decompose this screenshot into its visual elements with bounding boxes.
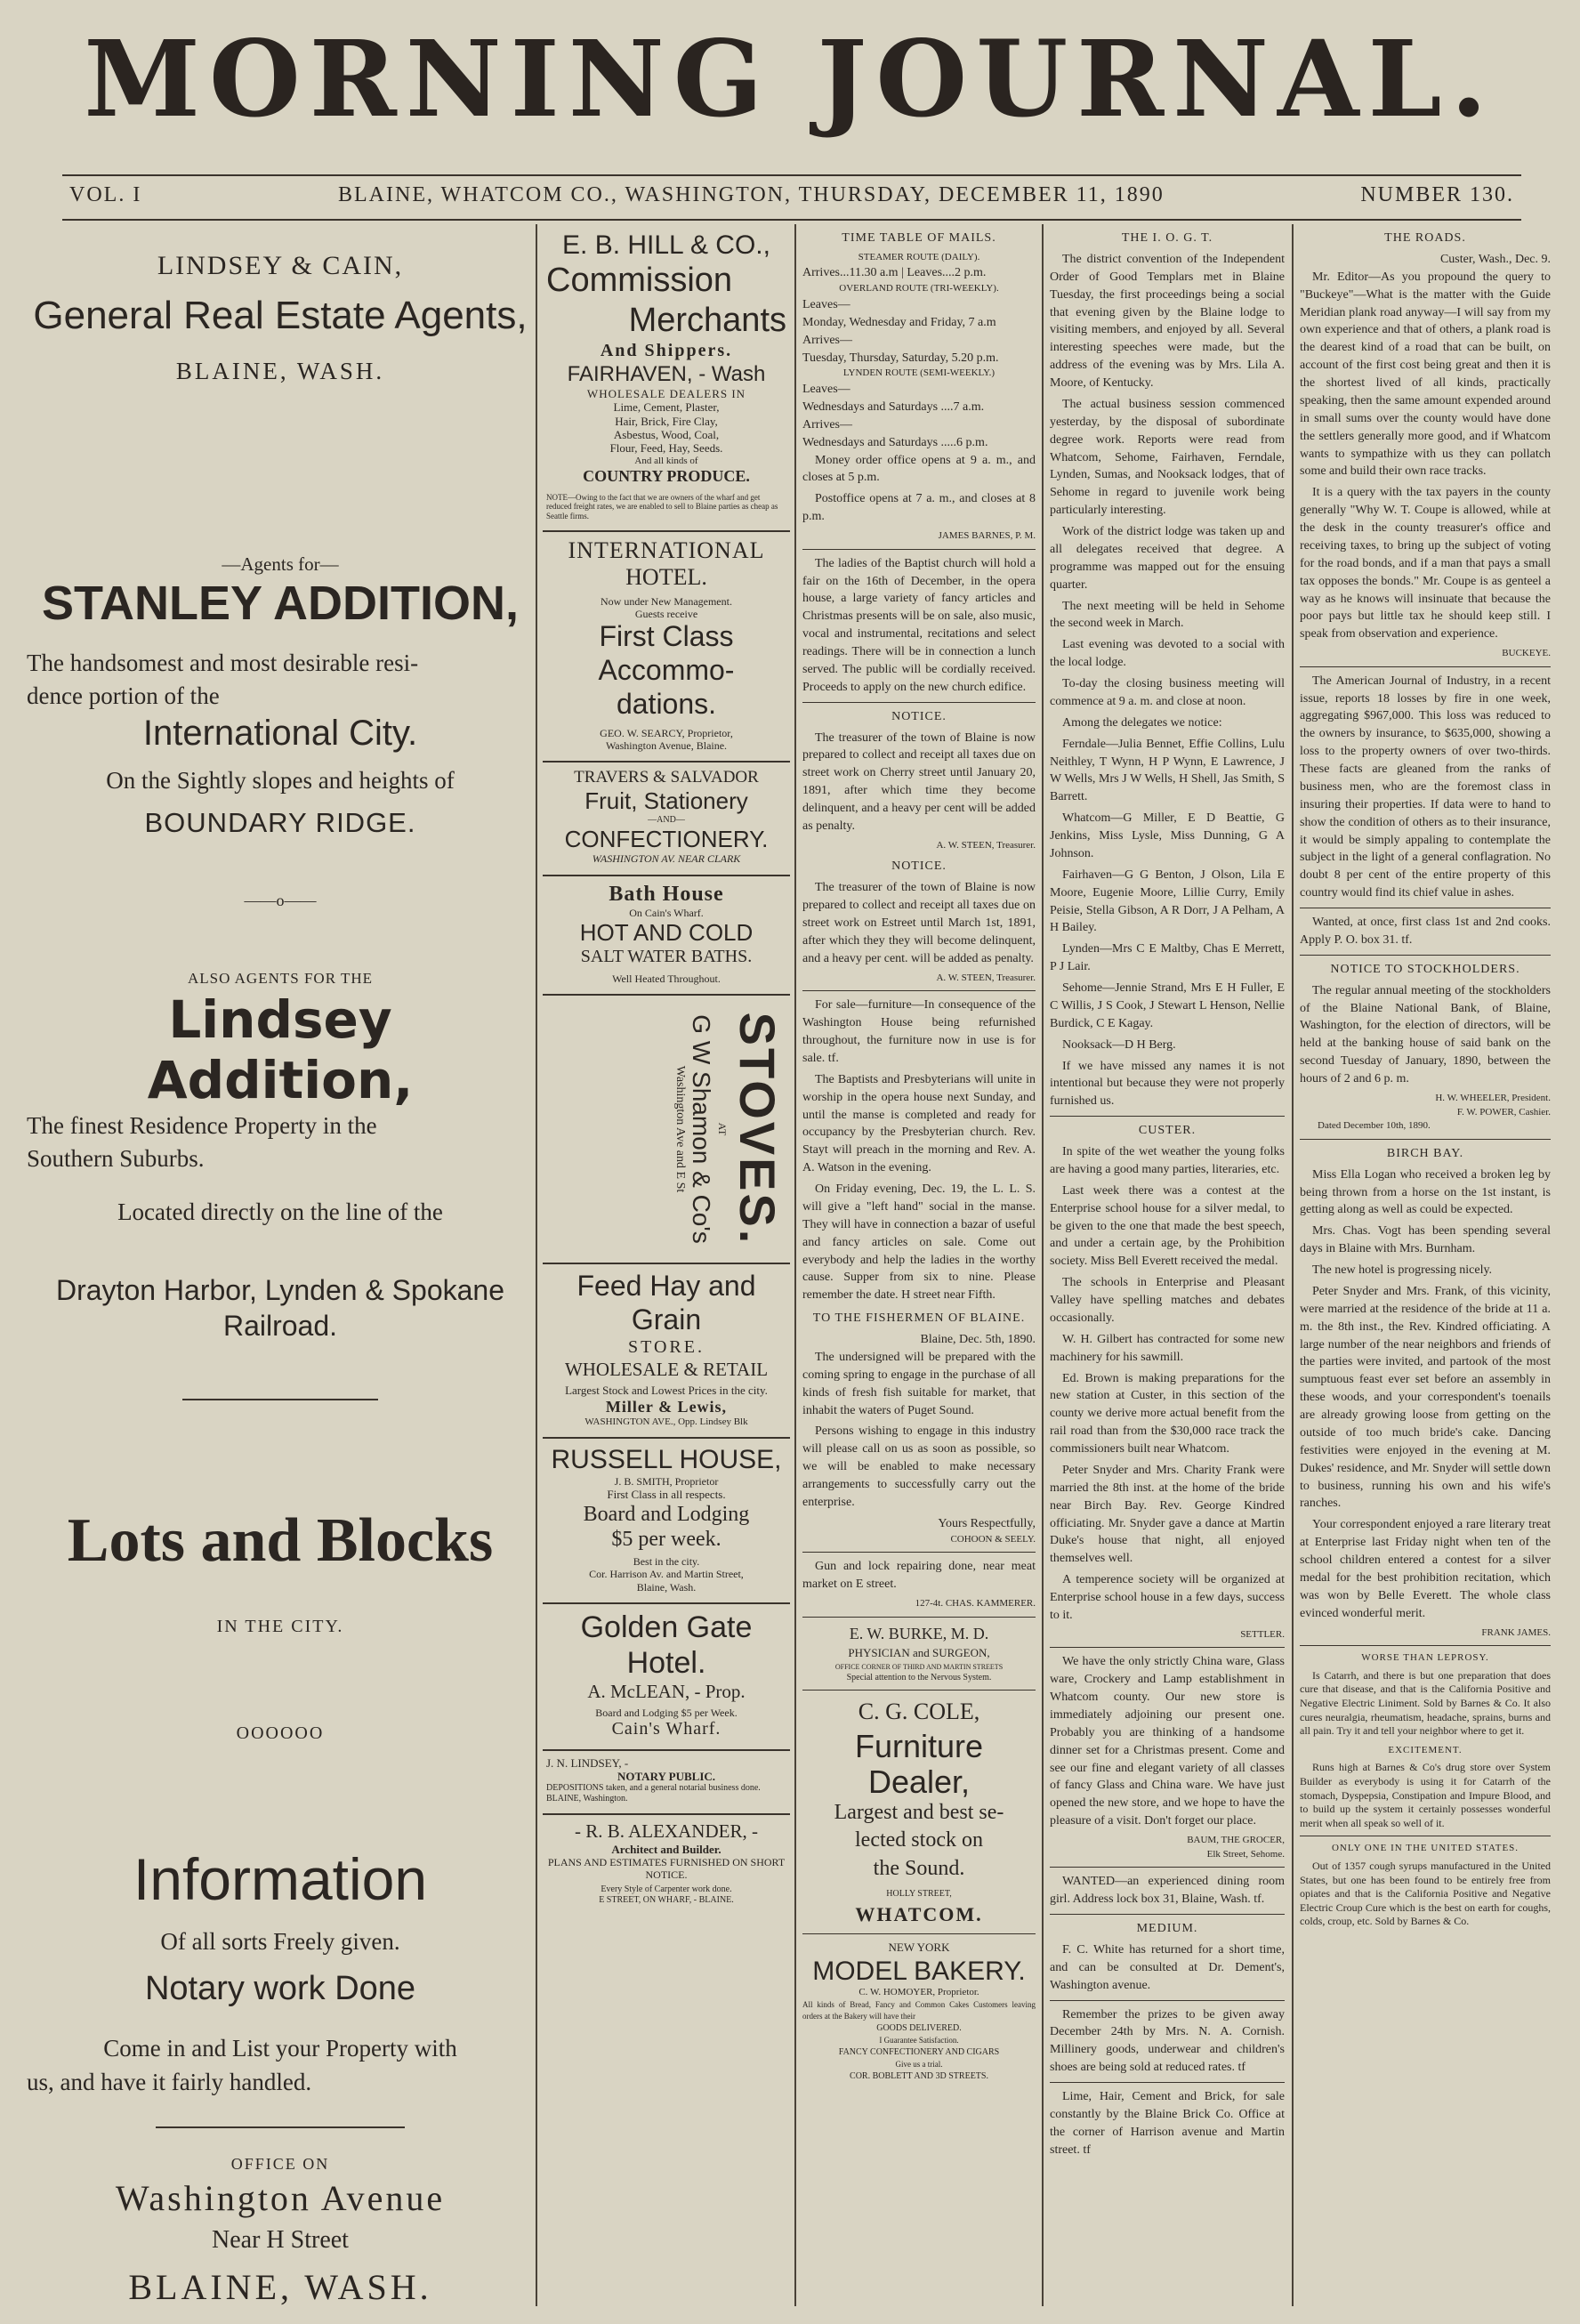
notice1-text: The treasurer of the town of Blaine is now prepared to collect and receipt all taxes due on street work on Cherry street until January 20, 1891, after which time they become delinquent, and a heavy per cent will be added as penalty.: [802, 730, 1036, 833]
intl-first-class: First Class Accommo-: [598, 620, 735, 687]
place-date: BLAINE, WHATCOM CO., WASHINGTON, THURSDAY, DECEMBER 11, 1890: [338, 183, 1165, 206]
baptist-fair: The ladies of the Baptist church will hold a fair on the 16th of December, in the opera house, a large variety of fancy articles and Christmas presents will be on sale, also music, vocal and instrumental, recitations and select readings. There will be in connection a lunch served. The public will be cordially received. Proceeds to apply on the new church edifice.: [802, 556, 1036, 694]
only-one-text: Out of 1357 cough syrups manufactured in the United States, but one has been found to be entirely free from opiates and that is the California Positive and Negative Electric Croup Cure which is the best on earth for coughs, colds, croup, etc. Sold by Barnes & Co.: [1300, 1859, 1551, 1928]
custer-para: Ed. Brown is making preparations for the new station at Custer, in this section of the county we derive more actual benefit from the rail road than from the $30,000 race track the commissioners built near Whatcom.: [1050, 1371, 1285, 1456]
bath-wharf: On Cain's Wharf.: [629, 906, 704, 919]
fishermen-text2: Persons wishing to engage in this industry will please call on us as soon as possible, so we will be enabled to make necessary arrangements to successfully carry out the enterprise.: [802, 1424, 1036, 1509]
alexander-address: E STREET, ON WHARF, - BLAINE.: [599, 1894, 734, 1905]
wanted-cooks: Wanted, at once, first class 1st and 2nd cooks. Apply P. O. box 31. tf.: [1300, 916, 1551, 947]
sightly-slopes: On the Sightly slopes and heights of: [106, 767, 455, 794]
prizes: Remember the prizes to be given away December 24th by Mrs. N. A. Cornish. Millinery goods, underwear and children's shoes are being sold at reduced rates. tf: [1050, 2007, 1285, 2075]
stoves-at: AT: [716, 1123, 729, 1136]
ad-russell-house: [543, 1439, 790, 1604]
burke-physician: PHYSICIAN and SURGEON,: [848, 1646, 990, 1660]
ad-lindsey-notary: [543, 1751, 790, 1815]
china-address: Elk Street, Sehome.: [1206, 1848, 1285, 1860]
roads-date: Custer, Wash., Dec. 9.: [1439, 252, 1551, 266]
cole-stock: lected stock on: [855, 1828, 983, 1852]
fishermen-signature: COHOON & SEELY.: [950, 1533, 1036, 1545]
timetable-arrives-days: Tuesday, Thursday, Saturday, 5.20 p.m.: [802, 351, 999, 365]
divider: [156, 2126, 405, 2128]
hill-goods: And all kinds of: [634, 455, 698, 466]
separator: ——o——: [244, 892, 317, 909]
baptists-presbyterians: The Baptists and Presbyterians will unite in worship in the opera house next Sunday, and until the manse is completed and ready for occupancy by the Presbyterian church. Rev. Stayt will preach in the morning and Rev. A. A. Watson in the evening.: [802, 1072, 1036, 1175]
leprosy-text: Is Catarrh, and there is but one preparation that does cure that disease, and that is the California Positive and Negative Electric Liniment. Sold by Barnes & Co. It also cures neuralgia, rheumatism, headache, sprains, burns and all pain. Try it and tell your neighbor where to get it.: [1300, 1668, 1551, 1738]
information-heading: Information: [133, 1846, 428, 1912]
russell-house: RUSSELL HOUSE,: [551, 1444, 782, 1474]
travers-address: WASHINGTON AV. NEAR CLARK: [592, 852, 741, 866]
medium-heading: MEDIUM.: [1136, 1922, 1198, 1936]
custer-para: W. H. Gilbert has contracted for some new machinery for his sawmill.: [1050, 1332, 1285, 1364]
bakery-proprietor: C. W. HOMOYER, Proprietor.: [859, 1986, 979, 1997]
fishermen-heading: TO THE FISHERMEN OF BLAINE.: [812, 1311, 1026, 1326]
timetable-signature: JAMES BARNES, P. M.: [938, 530, 1036, 542]
lots-and-blocks: Lots and Blocks: [67, 1506, 494, 1575]
cole-dealer: Furniture Dealer,: [854, 1728, 984, 1800]
miller-lewis: Miller & Lewis,: [605, 1397, 728, 1416]
masthead-title: MORNING JOURNAL.: [84, 17, 1496, 141]
fishermen-yours: Yours Respectfully,: [938, 1516, 1036, 1530]
hill-wholesale: WHOLESALE DEALERS IN: [586, 386, 746, 400]
custer-para: Peter Snyder and Mrs. Charity Frank were married the 8th inst. at the home of the bride near Birch Bay. Rev. George Kindred officiating. Mr. Snyder gave a dance at Martin Duke's house that night, all enjoyed themselves well.: [1050, 1463, 1285, 1566]
medium-text: F. C. White has returned for a short time, and can be consulted at Dr. Dement's, Washington avenue.: [1050, 1942, 1285, 1992]
office-on: OFFICE ON: [230, 2155, 330, 2173]
burke-name: E. W. BURKE, M. D.: [849, 1624, 989, 1642]
hill-merchants: Merchants: [628, 302, 786, 340]
hill-note: NOTE—Owing to the fact that we are owners of the wharf and get reduced freight rates, we are enabled to sell to Blaine parties as cheap as Seattle firms.: [546, 492, 778, 521]
stoves-firm: G W Shamon & Co's: [688, 1014, 715, 1245]
birch-para: Mrs. Chas. Vogt has been spending several days in Blaine with Mrs. Burnham.: [1300, 1224, 1551, 1256]
cole-holly: HOLLY STREET,: [886, 1888, 952, 1899]
custer-para: The schools in Enterprise and Pleasant Valley have spelling matches and debates occasionally.: [1050, 1276, 1285, 1325]
hill-goods: Flour, Feed, Hay, Seeds.: [609, 441, 723, 456]
blaine-wash: BLAINE, WASH.: [128, 2267, 432, 2306]
notary-public: NOTARY PUBLIC.: [617, 1769, 716, 1783]
lindsey-cain-advertisement: [27, 224, 534, 2306]
lindsey-name: J. N. LINDSEY, -: [546, 1755, 629, 1770]
firm-tagline: General Real Estate Agents,: [33, 294, 528, 337]
stockholders-heading: NOTICE TO STOCKHOLDERS.: [1330, 962, 1520, 976]
stanley-desc-line1: The handsomest and most desirable resi-: [27, 650, 419, 676]
russell-proprietor: J. B. SMITH, Proprietor: [614, 1475, 719, 1489]
volume-label: VOL. I: [69, 183, 142, 206]
notice2-signature: A. W. STEEN, Treasurer.: [936, 972, 1036, 983]
timetable-lynden: LYNDEN ROUTE (SEMI-WEEKLY.): [842, 367, 996, 379]
left-hand-social: On Friday evening, Dec. 19, the L. L. S. will give a "left hand" social in the manse. They will have in connection a bazar of useful and fancy articles on sale. Come out everybody and help the ladies in the worthy cause. Supper from six to nine. Please remember the date. H street near Fifth.: [802, 1182, 1036, 1303]
timetable-arrives2-days: Wednesdays and Saturdays .....6 p.m.: [802, 435, 988, 449]
intl-hotel-word: HOTEL.: [625, 564, 707, 591]
birch-para: Your correspondent enjoyed a rare literary treat at Enterprise last Friday night when ten of the school children entered a contest for a silver medal for the best prohibition recitation, which was won by Belle Everett. The whole class evinced wonderful merit.: [1300, 1518, 1551, 1620]
excitement-heading: EXCITEMENT.: [1388, 1744, 1463, 1755]
american-journal: The American Journal of Industry, in a recent issue, reports 18 losses by fire in one week, aggregating $967,000. This loss was reduced to the owners by insurance, to $635,000, showing a loss to the property owners of over two-thirds. These facts are gleaned from the ranks of business men, who are the foremost class in insuring their properties. If data were to hand to show the condition of others as to their insurance, it would be simply appaling to contemplate the subject in the light of a general conflagration. No doubt 8 per cent of the entire property of this country would find its chief value in ashes.: [1300, 674, 1551, 900]
intl-proprietor: GEO. W. SEARCY, Proprietor,: [600, 726, 733, 739]
stockholders-dated: Dated December 10th, 1890.: [1318, 1120, 1431, 1132]
iogt-para: Work of the district lodge was taken up and all delegates received that degree. A programme was mapped out for the ensuing quarter.: [1050, 525, 1285, 592]
iogt-para: Ferndale—Julia Bennet, Effie Collins, Lulu Neithley, T Wynn, H P Wynn, E Lawrence, J W Wells, Mrs J W Wells, H Shell, Jas Smith, S Barrett.: [1050, 737, 1285, 804]
near-h-street: Near H Street: [212, 2226, 349, 2254]
agents-for: —Agents for—: [222, 553, 339, 575]
fishermen-date: Blaine, Dec. 5th, 1890.: [920, 1333, 1036, 1347]
boundary-ridge: BOUNDARY RIDGE.: [144, 807, 416, 838]
iogt-para: The actual business session commenced yesterday, by the disposal of subordinate degree work. Reports were read from Whatcom, Sehome, Fairhaven, Ferndale, Lynden, Sumas, and Nooksack lodges, that of Sehome in regard to juvenile work being particularly interesting.: [1050, 397, 1285, 518]
birch-para: The new hotel is progressing nicely.: [1312, 1263, 1493, 1278]
iogt-heading: THE I. O. G. T.: [1121, 231, 1213, 245]
hill-commission: Commission: [546, 262, 733, 300]
intl-address: Washington Avenue, Blaine.: [605, 738, 728, 752]
fruit-stationery: Fruit, Stationery: [584, 787, 748, 815]
intl-guests: Guests receive: [634, 608, 698, 621]
custer-para: Last week there was a contest at the Enterprise school house for a silver medal, to be given to the one that made the best speech, and under a certain age, by the Prohibition society. Miss Bell Everett received the medal.: [1050, 1183, 1285, 1269]
travers-name: TRAVERS & SALVADOR: [574, 767, 759, 787]
birch-para: Peter Snyder and Mrs. Frank, of this vicinity, were married at the residence of the bride at 11 a. m. the 8th inst., the Rev. Kindred officiating. A large number of the near neighbors and friends of the parties were invited, and partook of the most sumptuous feast ever set before an assembly in these woods, and your correspondent's toenails are already growing loose from getting on the outside of too much bride's cake. Dancing festivities were enjoyed in the evening at M. Dukes' residence, and Mr. Snyder will settle down to business, running his own and his wife's ranches.: [1300, 1284, 1551, 1511]
firm-city: BLAINE, WASH.: [175, 358, 385, 384]
roads-para: It is a query with the tax payers in the county generally "Why W. T. Coupe is allowed, while at the desk in the county treasurer's office and receiving taxes, to bring up the subject of voting for the road bonds, and if a man that pays a small tax opposes the bonds." Mr. Coupe is as genteel a way as he knows will insinuate that because the poor pays but little tax he should keep still. I speak from observation and experience.: [1300, 486, 1551, 642]
column-rule: [1292, 224, 1294, 2306]
fishermen-text1: The undersigned will be prepared with the coming spring to engage in the purchase of all kinds of fresh fish suitable for market, that inhabit the waters of Puget Sound.: [802, 1350, 1036, 1417]
bath-heated: Well Heated Throughout.: [612, 972, 721, 986]
bakery-goods: GOODS DELIVERED.: [876, 2022, 962, 2033]
ad-international-hotel: [543, 532, 790, 763]
china-ware: We have the only strictly China ware, Glass ware, Crockery and Lamp establishment in Whatcom county. Our new store is immediately adjoining our present one. Probably you are thinking of a handsome dinner set for a Christmas present. Come and see our fine and elegant variety of all classes of fancy Glass and China ware. We have just opened the new store, and we hope to have the pleasure of a visit. Don't forget our place.: [1050, 1655, 1285, 1828]
notice2-heading: NOTICE.: [891, 859, 947, 874]
notice2-text: The treasurer of the town of Blaine is now prepared to collect and receipt all taxes due on street work on Estreet until March 1st, 1891, after which they they will become delinquent, and a heavy per cent. will be added as penalty.: [802, 881, 1036, 965]
timetable-steamer-times: Arrives...11.30 a.m | Leaves....2 p.m.: [802, 266, 987, 280]
iogt-para: Sehome—Jennie Strand, Mrs E H Fuller, E C Willis, J S Cook, J Stewart L Henson, Nellie Burdick, C E Kagay.: [1050, 981, 1285, 1030]
timetable-leaves2-days: Wednesdays and Saturdays ....7 a.m.: [802, 399, 985, 414]
ad-golden-gate-hotel: [543, 1604, 790, 1751]
iogt-para: The district convention of the Independent Order of Good Templars met in Blaine Tuesday, the first proceedings being a social that evening given by the Blaine lodge to visiting members, and enjoyed by all. Several interesting speeches were made, but the address of the evening was by Mrs. Lila A. Moore, of Kentucky.: [1050, 252, 1285, 390]
golden-wharf: Cain's Wharf.: [611, 1718, 721, 1739]
timetable-overland: OVERLAND ROUTE (TRI-WEEKLY).: [839, 283, 999, 295]
hill-goods: Hair, Brick, Fire Clay,: [615, 414, 718, 428]
cole-largest: Largest and best se-: [834, 1801, 1004, 1825]
depositions: DEPOSITIONS taken, and a general notarial business done. BLAINE, Washington.: [546, 1783, 761, 1804]
stanley-desc-line2: dence portion of the: [27, 682, 220, 709]
alexander-every: Every Style of Carpenter work done.: [601, 1884, 732, 1895]
list-property-line1: Come in and List your Property with: [103, 2035, 457, 2062]
custer-heading: CUSTER.: [1138, 1124, 1197, 1138]
stockholders-text: The regular annual meeting of the stockholders of the Blaine National Bank, of Blaine, Washington, for the election of directors, will be held at the banking house of said bank on the second Tuesday of January, 1890, between the hours of 2 and 6 p. m.: [1300, 983, 1551, 1086]
bakery-ny: NEW YORK: [888, 1941, 950, 1955]
furniture-sale: For sale—furniture—In consequence of the Washington House being refurnished throughout, the furniture now in use is for sale. tf.: [802, 998, 1036, 1065]
alexander-plans: PLANS AND ESTIMATES FURNISHED ON SHORT NOTICE.: [547, 1855, 786, 1882]
lindsey-addition: Lindsey Addition,: [147, 989, 414, 1110]
gun-repair: Gun and lock repairing done, near meat market on E street.: [802, 1560, 1036, 1592]
intl-hotel-name: INTERNATIONAL: [568, 537, 765, 563]
bath-house: Bath House: [609, 882, 724, 906]
bakery-address: COR. BOBLETT AND 3D STREETS.: [850, 2070, 988, 2081]
gun-signature: 127-4t. CHAS. KAMMERER.: [915, 1598, 1036, 1610]
cole-name: C. G. COLE,: [858, 1699, 980, 1725]
iogt-para: The next meeting will be held in Sehome the second week in March.: [1050, 599, 1285, 631]
burke-office: OFFICE CORNER OF THIRD AND MARTIN STREETS: [834, 1662, 1004, 1671]
alexander-architect: Architect and Builder.: [611, 1842, 721, 1856]
excitement-text: Runs high at Barnes & Co's drug store over System Builder as everybody is using it for Catarrh of the stomach, Dyspepsia, Constipation and Impure Blood, and to build up the system it certainly possesses wonderful merit when all speak so well of it.: [1300, 1761, 1551, 1829]
finest-residence: The finest Residence Property in the: [27, 1112, 377, 1139]
located-directly: Located directly on the line of the: [117, 1198, 443, 1225]
bakery-name: MODEL BAKERY.: [812, 1956, 1026, 1986]
bakery-kinds: All kinds of Bread, Fancy and Common Cakes Customers leaving orders at the Bakery will have their: [802, 2000, 1036, 2021]
stoves-word: STOVES.: [730, 1013, 786, 1247]
custer-para: A temperence society will be organized at Enterprise school house in a few days, success to it.: [1050, 1573, 1285, 1622]
and-label: —AND—: [648, 814, 685, 825]
hill-name: E. B. HILL & CO.,: [562, 230, 770, 260]
bakery-fancy: FANCY CONFECTIONERY AND CIGARS: [838, 2046, 1000, 2057]
divider: [182, 1399, 378, 1400]
only-one-heading: ONLY ONE IN THE UNITED STATES.: [1331, 1843, 1520, 1854]
miller-address: WASHINGTON AVE., Opp. Lindsey Blk: [584, 1416, 748, 1427]
circles-ornament: OOOOOO: [236, 1723, 325, 1743]
intl-management: Now under New Management.: [601, 594, 732, 608]
iogt-para: Nooksack—D H Berg.: [1062, 1037, 1176, 1052]
custer-para: In spite of the wet weather the young folks are having a good many parties, literaries, etc.: [1050, 1145, 1285, 1176]
freely-given: Of all sorts Freely given.: [160, 1928, 400, 1955]
iogt-para: Fairhaven—G G Benton, J Olson, Lila E Moore, Eugenie Moore, Lillie Curry, Emily Peisie, Stella Gibson, A R Dorr, J A Pelham, A H Bailey.: [1050, 867, 1285, 935]
in-the-city: IN THE CITY.: [216, 1617, 344, 1636]
feed-wholesale: WHOLESALE & RETAIL: [564, 1358, 769, 1380]
railroad-line2: Railroad.: [222, 1310, 338, 1342]
confectionery: CONFECTIONERY.: [564, 825, 769, 852]
russell-first: First Class in all respects.: [607, 1488, 726, 1502]
feed-hay-grain: Feed Hay and Grain: [576, 1270, 756, 1336]
russell-address: Cor. Harrison Av. and Martin Street,: [589, 1568, 744, 1581]
stockholders-president: H. W. WHEELER, President.: [1435, 1092, 1551, 1103]
ad-stoves: [543, 996, 790, 1264]
notice1-signature: A. W. STEEN, Treasurer.: [936, 839, 1036, 851]
cole-sound: the Sound.: [873, 1856, 965, 1880]
feed-largest: Largest Stock and Lowest Prices in the city.: [565, 1384, 768, 1398]
also-agents: ALSO AGENTS FOR THE: [187, 970, 374, 987]
timetable-leaves-days: Monday, Wednesday and Friday, 7 a.m: [802, 315, 996, 329]
money-order: Money order office opens at 9 a. m., and closes at 5 p.m.: [802, 453, 1036, 485]
china-signature: BAUM, THE GROCER,: [1187, 1835, 1285, 1846]
ad-hill-co: [543, 224, 790, 532]
birch-signature: FRANK JAMES.: [1481, 1626, 1551, 1638]
ad-feed-store: [543, 1264, 790, 1438]
custer-signature: SETTLER.: [1240, 1628, 1285, 1640]
stoves-address: Washington Ave and E St: [673, 1066, 687, 1193]
column-rule: [536, 224, 537, 2306]
alexander-name: - R. B. ALEXANDER, -: [575, 1820, 758, 1842]
bakery-guarantee: I Guarantee Satisfaction.: [879, 2036, 959, 2046]
iogt-para: Whatcom—G Miller, E D Beattie, G Jenkins, Miss Lysle, Miss Dunning, G A Johnson.: [1050, 811, 1285, 860]
firm-name: LINDSEY & CAIN,: [157, 251, 404, 280]
leprosy-heading: WORSE THAN LEPROSY.: [1361, 1652, 1489, 1664]
russell-price: $5 per week.: [611, 1528, 721, 1552]
column-rule: [1042, 224, 1044, 2306]
ad-alexander: [543, 1815, 790, 1915]
column-rule: [794, 224, 796, 2306]
southern-suburbs: Southern Suburbs.: [27, 1145, 205, 1172]
golden-mclean: A. McLEAN, - Prop.: [587, 1681, 746, 1703]
news-column-3: [802, 224, 1036, 2306]
hill-goods: Lime, Cement, Plaster,: [613, 400, 720, 415]
hill-shippers: And Shippers.: [600, 341, 733, 361]
international-city: International City.: [142, 714, 418, 753]
dateline: [62, 174, 1521, 221]
timetable-heading: TIME TABLE OF MAILS.: [842, 231, 996, 245]
bath-salt: SALT WATER BATHS.: [580, 946, 753, 966]
stanley-addition: STANLEY ADDITION,: [41, 577, 520, 630]
bath-hot-cold: HOT AND COLD: [579, 919, 754, 947]
russell-best: Best in the city.: [633, 1555, 700, 1569]
russell-board: Board and Lodging: [583, 1502, 750, 1526]
lime-brick: Lime, Hair, Cement and Brick, for sale constantly by the Blaine Brick Co. Office at the corner of Harrison avenue and Martin street. tf: [1050, 2090, 1285, 2157]
iogt-para: Last evening was devoted to a social with the local lodge.: [1050, 638, 1285, 670]
feed-store: STORE.: [628, 1336, 705, 1357]
iogt-para: Lynden—Mrs C E Maltby, Chas E Merrett, P J Lair.: [1050, 942, 1285, 974]
birch-bay-heading: BIRCH BAY.: [1386, 1146, 1464, 1160]
hill-goods: Asbestus, Wood, Coal,: [613, 427, 720, 441]
news-column-5: [1300, 224, 1551, 2306]
ad-bath-house: [543, 876, 790, 997]
hill-produce: COUNTRY PRODUCE.: [583, 466, 750, 485]
intl-dations: dations.: [616, 687, 717, 720]
postoffice-hours: Postoffice opens at 7 a. m., and closes at 8 p.m.: [802, 492, 1036, 524]
news-column-4: [1050, 224, 1285, 2306]
list-property-line2: us, and have it fairly handled.: [27, 2069, 312, 2095]
notice1-heading: NOTICE.: [891, 709, 947, 723]
iogt-para: Among the delegates we notice:: [1062, 715, 1222, 730]
russell-city: Blaine, Wash.: [636, 1580, 697, 1594]
golden-board: Board and Lodging $5 per Week.: [595, 1706, 738, 1719]
railroad-line1: Drayton Harbor, Lynden & Spokane: [55, 1274, 504, 1306]
advertisements-column: [543, 224, 790, 2306]
ad-travers-salvador: [543, 763, 790, 876]
iogt-para: To-day the closing business meeting will commence at 9 a. m. and close at noon.: [1050, 677, 1285, 708]
timetable-steamer: STEAMER ROUTE (DAILY).: [858, 251, 980, 262]
golden-gate: Golden Gate Hotel.: [580, 1610, 753, 1680]
roads-para: Mr. Editor—As you propound the query to "Buckeye"—What is the matter with the Guide Meridian plank road anyway—I will say from my own experience and that of others, a plank road is the dearest kind of a road that can be built, on account of the first cost being great and then it is the shortest lived of all kinds, practically speaking, then the same amount expended around in small sums over the county would have done the settlers generally more good, and if Whatcom wants to sympathize with us they can pollatch some and build their own race tracks.: [1300, 270, 1551, 479]
hill-place: FAIRHAVEN, - Wash: [567, 361, 766, 386]
issue-number: NUMBER 130.: [1360, 183, 1514, 206]
wanted-girl: WANTED—an experienced dining room girl. Address lock box 31, Blaine, Wash. tf.: [1050, 1875, 1285, 1907]
washington-avenue: Washington Avenue: [115, 2178, 446, 2218]
roads-signature: BUCKEYE.: [1502, 648, 1551, 659]
timetable-leaves: Leaves—: [802, 297, 850, 311]
cole-whatcom: WHATCOM.: [855, 1903, 983, 1926]
iogt-para: If we have missed any names it is not intentional but because they were not properly furnished us.: [1050, 1059, 1285, 1109]
stockholders-cashier: F. W. POWER, Cashier.: [1456, 1106, 1551, 1118]
timetable-leaves2: Leaves—: [802, 383, 850, 397]
timetable-arrives: Arrives—: [802, 333, 852, 347]
roads-heading: THE ROADS.: [1384, 231, 1466, 245]
notary-work: Notary work Done: [144, 1970, 416, 2007]
timetable-arrives2: Arrives—: [802, 417, 852, 432]
burke-special: Special attention to the Nervous System.: [846, 1672, 992, 1682]
bakery-trial: Give us a trial.: [895, 2059, 943, 2069]
birch-para: Miss Ella Logan who received a broken leg by being thrown from a horse on the 1st instant, is getting along as well as could be expected.: [1300, 1167, 1551, 1217]
